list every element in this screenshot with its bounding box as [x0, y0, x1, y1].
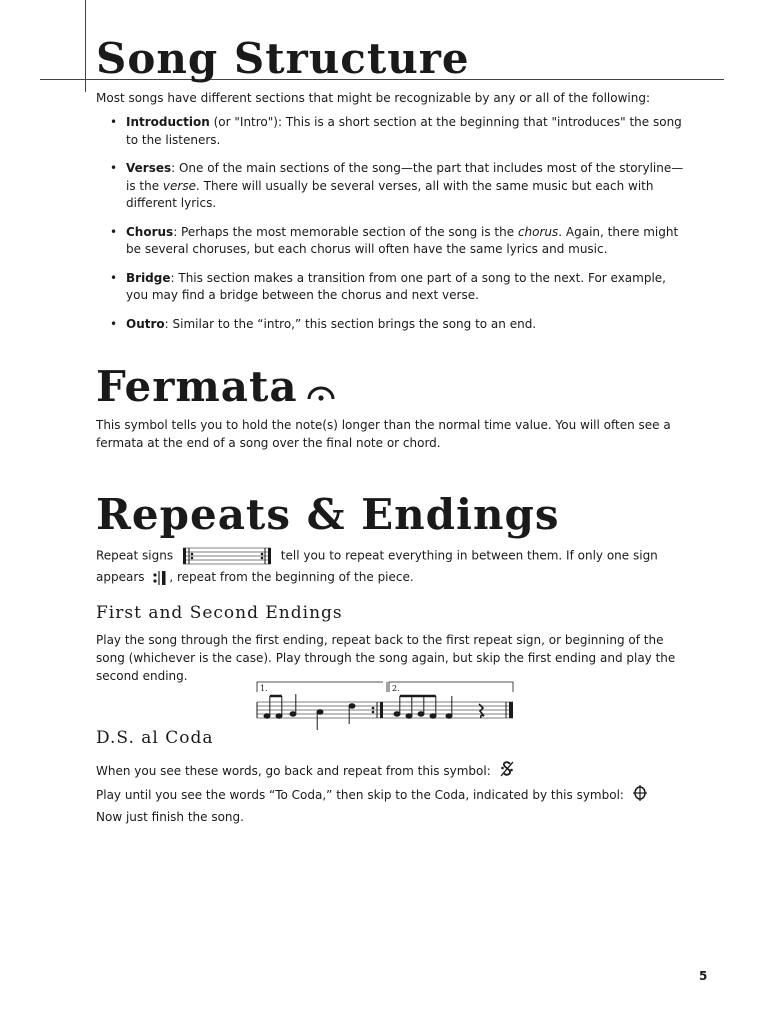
list-item — [108, 160, 688, 213]
emphasis: verse — [162, 178, 196, 193]
finish-line: Now just finish the song. — [96, 810, 244, 824]
second-ending-bracket — [389, 682, 513, 692]
bullet-icon: • — [110, 270, 118, 285]
definition: : This section makes a transition from one part of a song to the next. For example, you may find a bridge between the chorus and next verse. — [126, 270, 666, 302]
song-structure-heading: Song Structure — [96, 34, 470, 83]
list-item — [108, 114, 688, 149]
ds-text: When you see these words, go back and repeat from this symbol: — [96, 764, 491, 778]
repeat-signs-icon — [181, 544, 273, 568]
definition: : Similar to the “intro,” this section brings the song to an end. — [164, 316, 537, 331]
ds-al-coda-heading: D.S. al Coda — [96, 728, 214, 748]
ds-line — [96, 760, 686, 780]
bullet-icon: • — [110, 224, 118, 239]
list-item — [108, 270, 688, 305]
bullet-icon: • — [110, 115, 118, 129]
emphasis: chorus — [517, 224, 559, 239]
term: Outro — [126, 316, 165, 331]
repeat-signs-text — [96, 544, 686, 586]
list-item — [108, 316, 688, 334]
repeats-heading: Repeats & Endings — [96, 490, 560, 539]
song-structure-intro: Most songs have different sections that might be recognizable by any or all of the following: — [96, 91, 650, 105]
repeat-text-d: , repeat from the beginning of the piece. — [169, 570, 414, 584]
song-sections-list — [108, 114, 688, 344]
list-item — [108, 224, 688, 259]
bullet-icon: • — [110, 316, 118, 331]
second-ending-label: 2. — [392, 684, 400, 693]
endings-heading: First and Second Endings — [96, 603, 343, 623]
coda-line — [96, 784, 686, 804]
term: Chorus — [126, 224, 174, 239]
end-repeat-icon — [152, 570, 168, 586]
term: Bridge — [126, 270, 171, 285]
fermata-heading — [96, 362, 338, 411]
repeat-text-b: tell you to repeat everything in between them. If only one sign — [280, 548, 658, 563]
repeat-text-c: appears — [96, 570, 145, 584]
fermata-description: This symbol tells you to hold the note(s) longer than the normal time value. You will often see a fermata at the end of a song over the final note or chord. — [96, 418, 671, 450]
endings-staff-example — [253, 680, 517, 732]
term: Introduction — [126, 115, 210, 129]
definition: : Perhaps the most memorable section of the song is the — [173, 224, 518, 239]
first-ending-label: 1. — [260, 684, 268, 693]
term: Verses — [126, 161, 172, 175]
definition: : One of the main sections of the song—the part that includes most of the storyline—is the — [126, 161, 684, 193]
fermata-icon — [304, 379, 338, 403]
endings-description: Play the song through the first ending, repeat back to the first repeat sign, or beginning of the song (whichever is the case). Play through the song again, but skip the first ending and play the second ending. — [96, 633, 676, 683]
repeat-text-a: Repeat signs — [96, 548, 174, 563]
definition: . There will usually be several verses, all with the same music but each with different lyrics. — [126, 178, 654, 210]
fermata-title: Fermata — [96, 362, 298, 411]
first-ending-bracket — [257, 682, 383, 692]
coda-icon — [632, 784, 648, 802]
page-number: 5 — [699, 969, 708, 983]
coda-text: Play until you see the words “To Coda,” then skip to the Coda, indicated by this symbol: — [96, 788, 624, 802]
bullet-icon: • — [110, 161, 118, 175]
segno-icon — [499, 760, 515, 778]
definition: (or "Intro"): This is a short section at the beginning that "introduces" the song to the listeners. — [126, 115, 682, 147]
definition: . Again, there might be several choruses, but each chorus will often have the same lyrics and music. — [126, 224, 679, 256]
